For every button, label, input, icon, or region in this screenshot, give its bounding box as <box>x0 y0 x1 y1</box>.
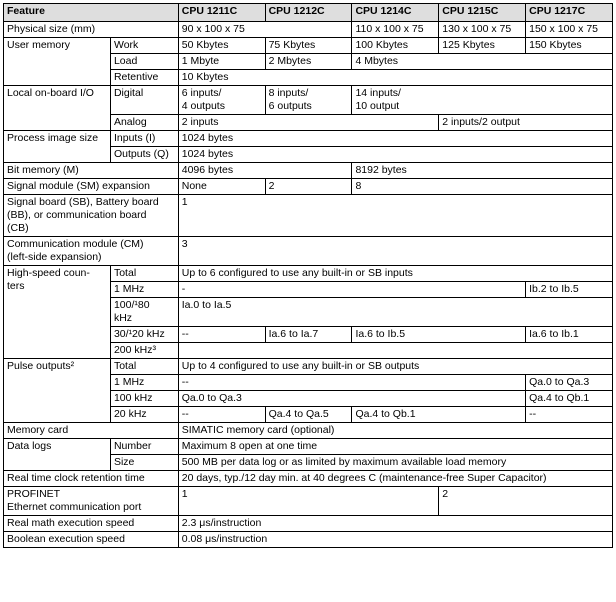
header-cpu-1211c: CPU 1211C <box>178 4 265 22</box>
table-row <box>4 423 613 439</box>
table-cell: 20 days, typ./12 day min. at 40 degrees C (maintenance-free Super Capacitor) <box>178 471 612 487</box>
table-row <box>4 131 613 147</box>
table-cell: 150 x 100 x 75 <box>526 22 613 38</box>
row-label <box>4 237 179 266</box>
header-cpu-1215c: CPU 1215C <box>439 4 526 22</box>
label-line: High-speed coun- <box>7 267 90 279</box>
sub-label: Analog <box>110 115 178 131</box>
table-cell: 2 <box>265 179 352 195</box>
table-row <box>4 471 613 487</box>
table-cell: Qa.4 to Qb.1 <box>352 407 526 423</box>
header-cpu-1212c: CPU 1212C <box>265 4 352 22</box>
table-cell <box>265 86 352 115</box>
table-cell <box>352 86 613 115</box>
table-cell: 1024 bytes <box>178 131 612 147</box>
sub-label: Number <box>110 439 178 455</box>
table-cell: -- <box>178 327 265 343</box>
header-cpu-1217c: CPU 1217C <box>526 4 613 22</box>
row-label: Physical size (mm) <box>4 22 179 38</box>
sub-label: Inputs (I) <box>110 131 178 147</box>
row-label: Real math execution speed <box>4 516 179 532</box>
table-cell: Ia.6 to Ib.5 <box>352 327 526 343</box>
table-row <box>4 22 613 38</box>
table-cell: 1024 bytes <box>178 147 612 163</box>
header-cpu-1214c: CPU 1214C <box>352 4 439 22</box>
table-cell: 130 x 100 x 75 <box>439 22 526 38</box>
table-cell: 1 Mbyte <box>178 54 265 70</box>
table-cell: Qa.4 to Qb.1 <box>526 391 613 407</box>
table-row <box>4 179 613 195</box>
table-cell: 90 x 100 x 75 <box>178 22 352 38</box>
table-cell: Ib.2 to Ib.5 <box>526 282 613 298</box>
table-cell: -- <box>526 407 613 423</box>
sub-label: 20 kHz <box>110 407 178 423</box>
row-label <box>4 487 179 516</box>
row-label: Local on-board I/O <box>4 86 111 131</box>
table-cell: 2 Mbytes <box>265 54 352 70</box>
cell-line: 8 inputs/ <box>268 87 309 99</box>
row-label: Memory card <box>4 423 179 439</box>
sub-label: Work <box>110 38 178 54</box>
table-cell: 2 inputs/2 output <box>439 115 613 131</box>
table-cell: 1 <box>178 487 439 516</box>
cell-line: 6 outputs <box>268 100 312 112</box>
table-row <box>4 195 613 237</box>
row-label: Real time clock retention time <box>4 471 179 487</box>
table-row <box>4 487 613 516</box>
sub-label: Outputs (Q) <box>110 147 178 163</box>
table-cell: 50 Kbytes <box>178 38 265 54</box>
row-label: Boolean execution speed <box>4 532 179 548</box>
table-cell: 4096 bytes <box>178 163 352 179</box>
table-cell: Ia.6 to Ib.1 <box>526 327 613 343</box>
table-cell: Up to 4 configured to use any built-in or SB outputs <box>178 359 612 375</box>
cell-line: 14 inputs/ <box>355 87 401 99</box>
sub-label: 1 MHz <box>110 282 178 298</box>
label-line: kHz <box>113 312 133 324</box>
table-cell: 2.3 μs/instruction <box>178 516 612 532</box>
sub-label: Retentive <box>110 70 178 86</box>
cell-line: 6 inputs/ <box>181 87 222 99</box>
cell-line: 4 outputs <box>181 100 225 112</box>
header-row <box>4 4 613 22</box>
row-label: Bit memory (M) <box>4 163 179 179</box>
sub-label: Load <box>110 54 178 70</box>
table-row <box>4 266 613 282</box>
table-cell: - <box>178 282 525 298</box>
row-label: Pulse outputs² <box>4 359 111 423</box>
sub-label: Size <box>110 455 178 471</box>
label-line: (BB), or communication board <box>7 209 147 221</box>
table-cell: -- <box>178 375 525 391</box>
sub-label: 30/¹20 kHz <box>110 327 178 343</box>
sub-label: Total <box>110 359 178 375</box>
table-cell: Maximum 8 open at one time <box>178 439 612 455</box>
row-label <box>4 266 111 359</box>
table-cell: 4 Mbytes <box>352 54 613 70</box>
label-line: Ethernet communication port <box>7 501 142 513</box>
label-line: ters <box>7 280 25 292</box>
table-cell: 8192 bytes <box>352 163 613 179</box>
label-line: PROFINET <box>7 488 61 500</box>
table-cell: Ia.0 to Ia.5 <box>178 298 612 327</box>
table-cell: Up to 6 configured to use any built-in or SB inputs <box>178 266 612 282</box>
row-label: Signal module (SM) expansion <box>4 179 179 195</box>
row-label: Data logs <box>4 439 111 471</box>
label-line: Signal board (SB), Battery board <box>7 196 159 208</box>
table-cell: 10 Kbytes <box>178 70 612 86</box>
table-row <box>4 516 613 532</box>
table-row <box>4 38 613 54</box>
table-cell: None <box>178 179 265 195</box>
row-label: Process image size <box>4 131 111 163</box>
table-row <box>4 439 613 455</box>
label-line: 100/¹80 <box>113 299 150 311</box>
table-row <box>4 532 613 548</box>
table-cell <box>178 86 265 115</box>
cpu-spec-table <box>3 3 613 548</box>
header-feature: Feature <box>4 4 179 22</box>
label-line: (CB) <box>7 222 29 234</box>
table-cell: 125 Kbytes <box>439 38 526 54</box>
label-line: Communication module (CM) <box>7 238 144 250</box>
row-label: User memory <box>4 38 111 86</box>
table-row <box>4 86 613 115</box>
cell-line: 10 output <box>355 100 400 112</box>
table-cell: 1 <box>178 195 612 237</box>
table-cell: Qa.0 to Qa.3 <box>526 375 613 391</box>
sub-label: 100 kHz <box>110 391 178 407</box>
table-cell: 500 MB per data log or as limited by maximum available load memory <box>178 455 612 471</box>
row-label <box>4 195 179 237</box>
sub-label: Total <box>110 266 178 282</box>
table-cell: 0.08 μs/instruction <box>178 532 612 548</box>
table-row <box>4 163 613 179</box>
sub-label <box>110 298 178 327</box>
sub-label: 1 MHz <box>110 375 178 391</box>
table-cell: 3 <box>178 237 612 266</box>
label-line: (left-side expansion) <box>7 251 102 263</box>
table-cell: Qa.0 to Qa.3 <box>178 391 525 407</box>
table-row <box>4 359 613 375</box>
table-cell: 100 Kbytes <box>352 38 439 54</box>
table-cell: 75 Kbytes <box>265 38 352 54</box>
table-cell: 2 <box>439 487 613 516</box>
table-row <box>4 237 613 266</box>
sub-label: Digital <box>110 86 178 115</box>
table-cell: 110 x 100 x 75 <box>352 22 439 38</box>
table-cell <box>178 343 612 359</box>
table-cell: SIMATIC memory card (optional) <box>178 423 612 439</box>
table-cell: 2 inputs <box>178 115 439 131</box>
table-cell: 8 <box>352 179 613 195</box>
table-cell: 150 Kbytes <box>526 38 613 54</box>
table-cell: Qa.4 to Qa.5 <box>265 407 352 423</box>
table-cell: -- <box>178 407 265 423</box>
sub-label: 200 kHz³ <box>110 343 178 359</box>
table-cell: Ia.6 to Ia.7 <box>265 327 352 343</box>
